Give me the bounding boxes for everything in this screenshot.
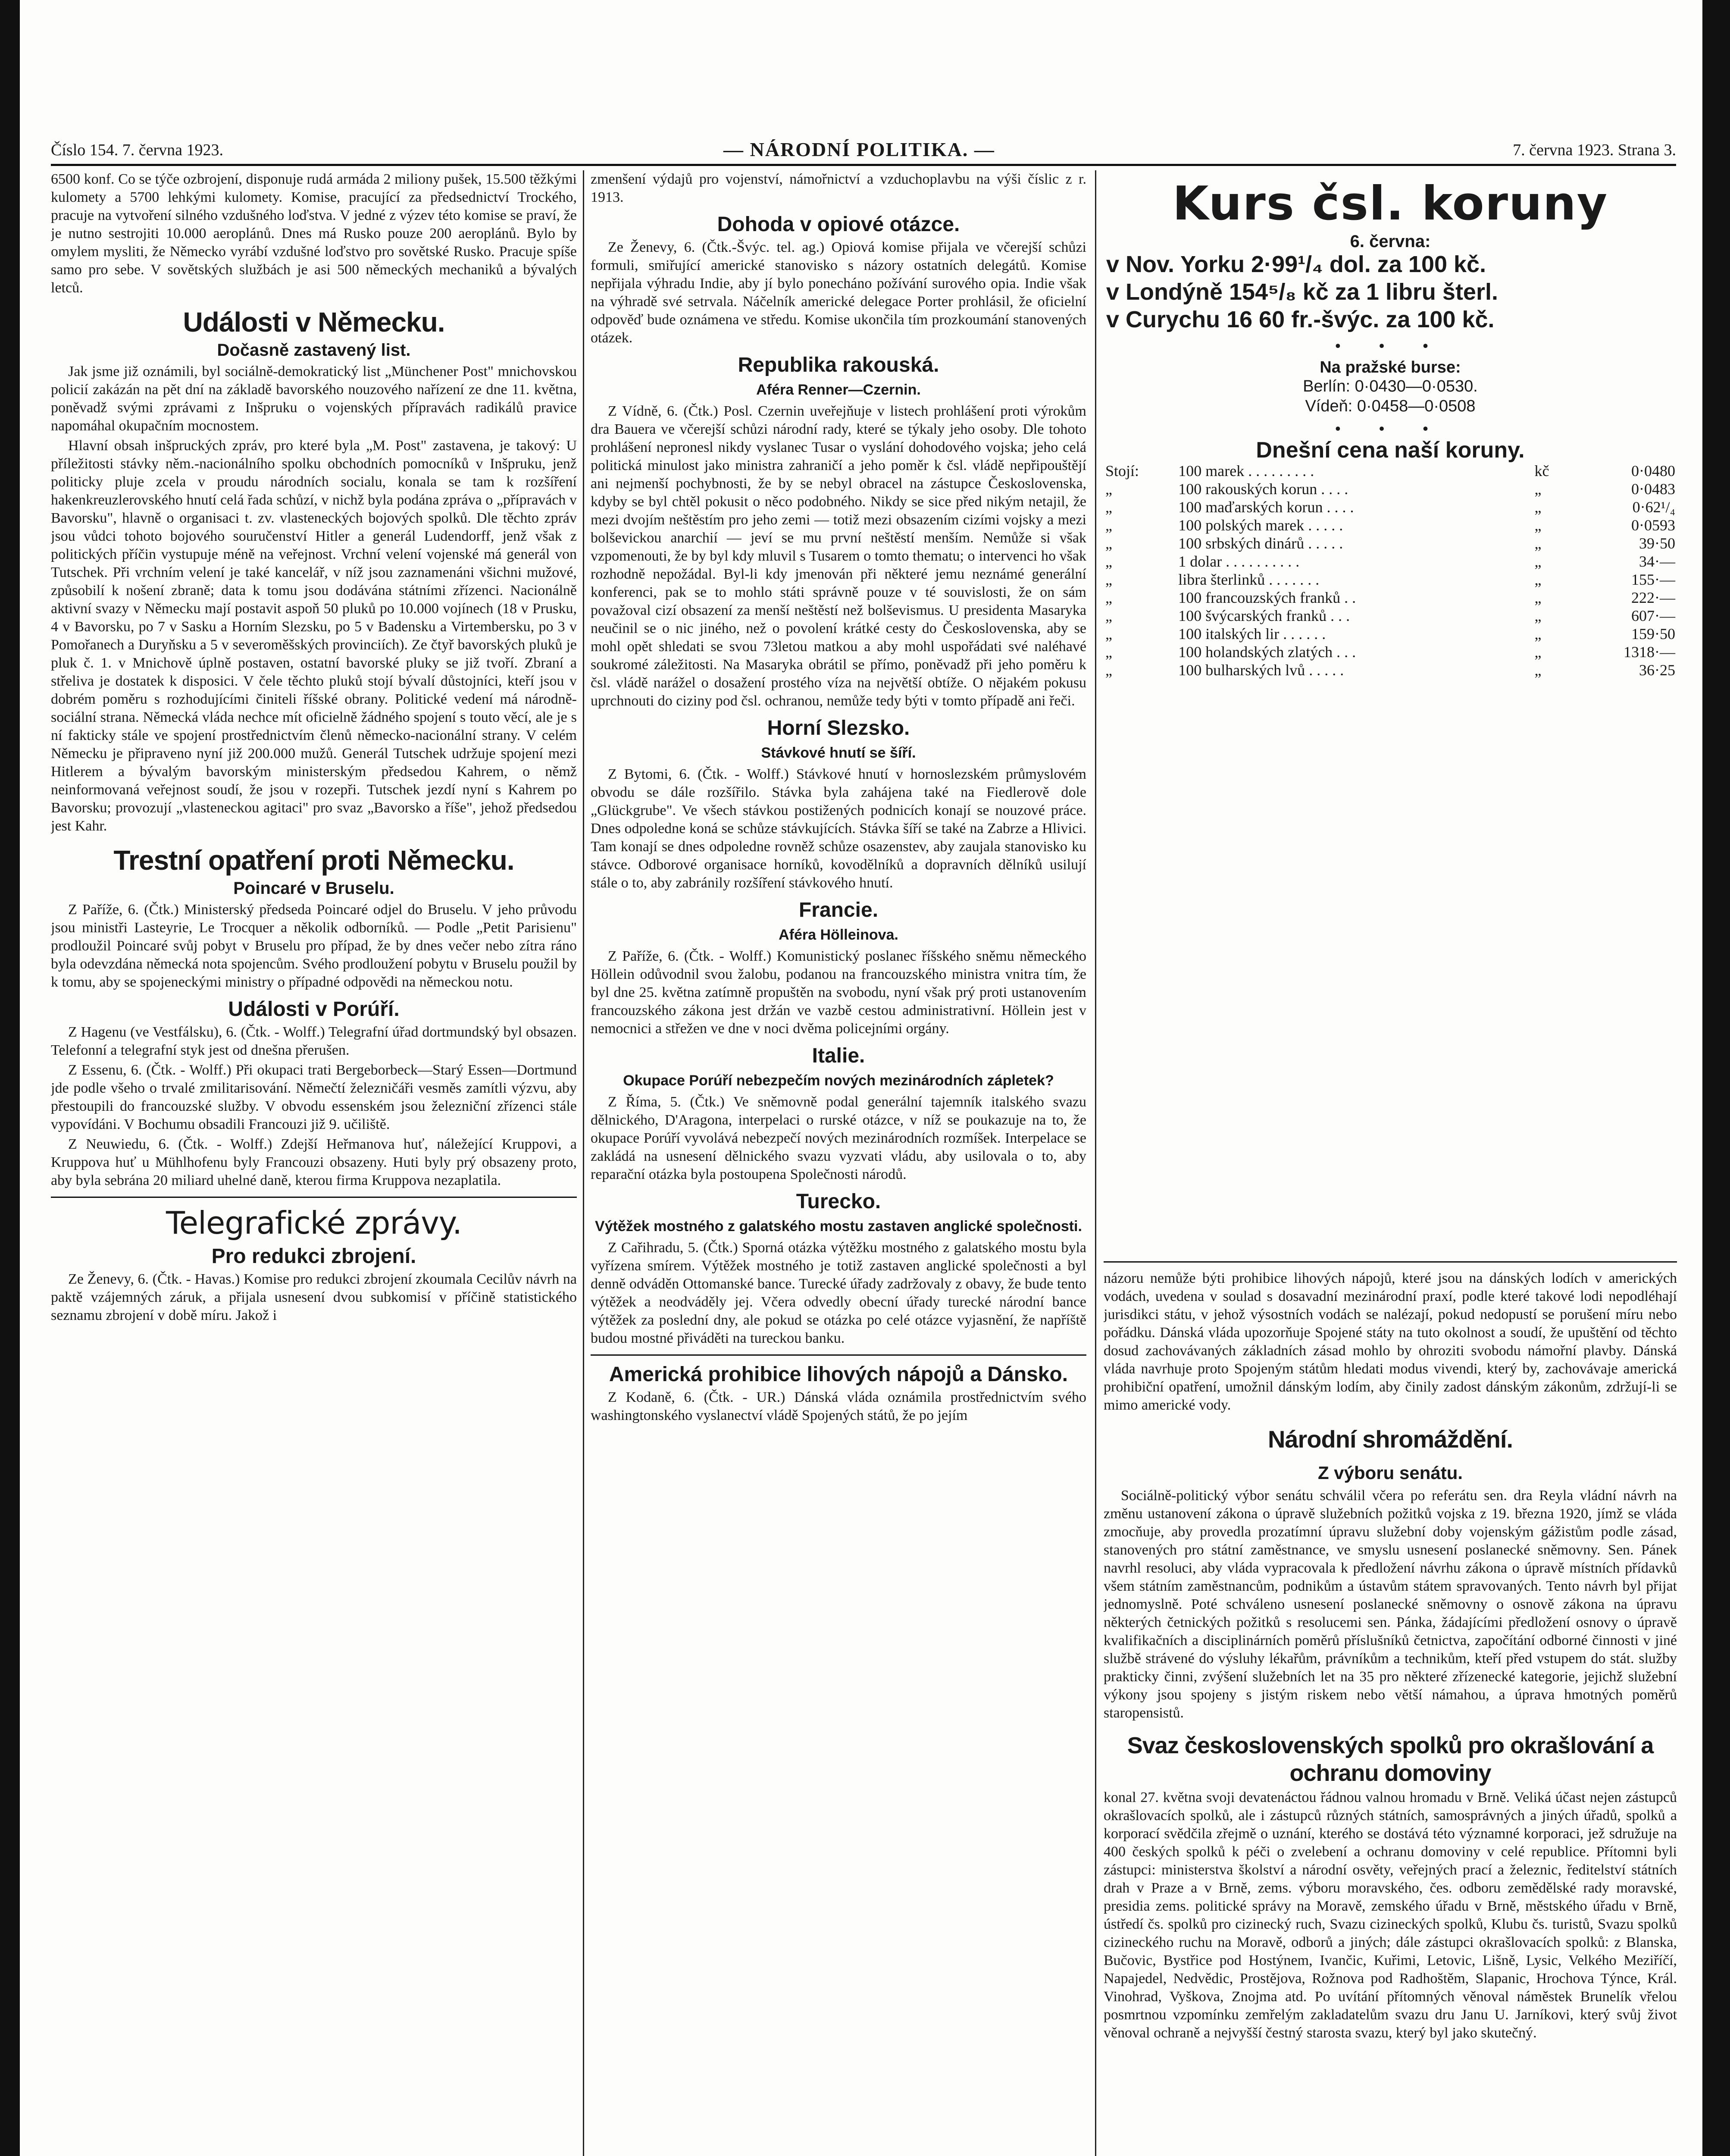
article-heading: Americká prohibice lihových nápojů a Dánsko. xyxy=(609,1363,1068,1386)
article-paragraph: Z Kodaně, 6. (Čtk. - UR.) Dánská vláda oznámila prostřednictvím svého washingtonského vyslanectví vládě Spojených států, že po jejím xyxy=(591,1389,1086,1423)
currency-date: 6. června: xyxy=(1350,232,1431,251)
price-label: 100 francouzských franků . . xyxy=(1178,589,1356,606)
price-label: 100 srbských dinárů . . . . . xyxy=(1178,535,1343,552)
price-label: 1 dolar . . . . . . . . . . xyxy=(1178,553,1300,570)
price-label: 100 maďarských korun . . . . xyxy=(1178,498,1354,516)
article-paragraph: Z Hagenu (ve Vestfálsku), 6. (Čtk. - Wolff.) Telegrafní úřad dortmundský byl obsazen. Telefonní a telegrafní styk jest od dnešna přerušen. xyxy=(51,1024,577,1058)
article-paragraph: Z Bytomi, 6. (Čtk. - Wolff.) Stávkové hnutí v hornoslezském průmyslovém obvodu se dále rozšířilo. Stávka byla zahájena také na Fiedlerově dole „Glückgrube". Ve všech stávkou postižených podnicích konají se nouzové práce. Dnes odpoledne koná se schůze stávkujících. Stávka šíří se také na Zabrze a Hlivici. Tam konají se dnes odpoledne rovněž schůze osazenstev, aby zaujala stanovisko ku stávce. Odborové organisace horníků, kovodělníků a dopravních dělníků usilují stále o to, aby zabránily rozšíření stávkového hnutí. xyxy=(591,766,1086,891)
price-row xyxy=(1104,570,1677,589)
article-heading: Aféra Hölleinova. xyxy=(779,927,898,943)
price-label: 100 marek . . . . . . . . . xyxy=(1178,462,1314,479)
price-row xyxy=(1104,498,1677,516)
section-heading: Události v Německu. xyxy=(183,307,445,338)
price-value: 159·50 xyxy=(1631,625,1675,642)
page-header xyxy=(51,137,1676,163)
scan-edge-right xyxy=(1702,0,1730,2156)
price-label: 100 bulharských lvů . . . . . xyxy=(1178,661,1344,679)
price-value: 607·— xyxy=(1631,607,1675,624)
price-prefix: „ xyxy=(1105,625,1112,642)
price-row xyxy=(1104,625,1677,643)
price-unit: „ xyxy=(1534,661,1542,679)
article-paragraph: Z Neuwiedu, 6. (Čtk. - Wolff.) Zdejší Heřmanova huť, náležející Kruppovi, a Kruppova huť u Mühlhofenu byly Francouzi obsazeny. Huti byly prý obsazeny proto, aby byla sebrána 20 miliard uhelné daně, kterou firma Kruppova nezaplatila. xyxy=(51,1136,577,1188)
price-prefix: „ xyxy=(1105,553,1112,570)
price-prefix: „ xyxy=(1105,498,1112,516)
section-heading: Svaz československých spolků pro okrašlování a ochranu domoviny xyxy=(1127,1733,1654,1786)
price-value: 36·25 xyxy=(1639,661,1675,679)
price-row xyxy=(1104,462,1677,480)
price-row xyxy=(1104,589,1677,607)
column-rule-2 xyxy=(1095,170,1096,2156)
article-paragraph: Hlavní obsah inšpruckých zpráv, pro které byla „M. Post" zastavena, je takový: U příležitosti stávky něm.-nacionálního spolku obchodních pomocníků v Inšpruku, jenž politicky pluje zcela v proudu národních socialu, konala se tam k rozšíření hakenkreuzlerovského hnutí celá řada schůzí, v nichž byla podána zpráva o „přípravách v Bavorsku", hlavně o organisaci t. zv. vlasteneckých bojových spolků. Dle těchto zpráv jsou vůdci tohoto bojového souručenství Hitler a generál Ludendorff, jenž však z politických příčin vystupuje méně na veřejnost. Vrchní velení vojenské má generál von Tutschek. Při vrchním velení je také kancelář, v níž jsou zaznamenáni všichni mužové, způsobilí k nošení zbraně; data k tomu jsou dodávána státními zřízenci. Nacionálně aktivní svazy v Německu mají postavit aspoň 50 pluků po 10.000 vojínech (18 v Prusku, 4 v Bavorsku, po 7 v Sasku a Horním Slezsku, po 5 v Badensku a Virtembersku, po 3 v Pomořanech a Duryňsku a 5 v severoměšských provinciích). Ze čtyř bavorských pluků je pluk č. 1. v Mnichově úplně postaven, ostatní bavorské pluky se již tvoří. Zbraní a střeliva je dostatek k disposici. V čele těchto pluků stojí bývalí důstojníci, kteří jsou v dobrém poměru s rozhodujícími činiteli říšské obrany. Politické vedení má národně-sociální strana. Německá vláda nechce mít oficielně žádného spojení s touto věcí, ale je s ní fakticky stále ve spojení prostřednictvím členů německo-nacionální strany. V celém Německu je připraveno nyní již 200.000 mužů. Generál Tutschek udržuje spojení mezi Hitlerem a bývalým bavorským ministerským předsedou Kahrem, o němž neinformovaná veřejnost soudí, že jsou v rozepři. Tutschek jezdí nyní s Kahrem po Bavorsku; provozují „vlasteneckou agitaci" pro svaz „Bavorsko a říše", jehož předsedou jest Kahr. xyxy=(51,438,577,834)
article-paragraph: Z Paříže, 6. (Čtk. - Wolff.) Komunistický poslanec říšského sněmu německého Höllein odůvodnil svou žalobu, podanou na francouzského ministra vnitra tím, že byl dne 25. května zatímně propuštěn na svobodu, nyní však prý proti ustanovením francouzského zákona jest držán ve vazbě cestou administrativní. Höllein jest v nemocnici a střežen ve dne v noci dvěma policejními orgány. xyxy=(591,948,1086,1037)
price-row xyxy=(1104,516,1677,534)
price-heading: Dnešní cena naší koruny. xyxy=(1256,438,1525,463)
price-label: 100 rakouských korun . . . . xyxy=(1178,480,1348,498)
price-label: 100 polských marek . . . . . xyxy=(1178,517,1343,534)
price-value: 155·— xyxy=(1631,571,1675,588)
header-issue: Číslo 154. 7. června 1923. xyxy=(51,141,224,159)
price-row xyxy=(1104,480,1677,498)
currency-title: Kurs čsl. koruny xyxy=(1172,177,1608,231)
section-rule xyxy=(51,1197,577,1198)
section-rule xyxy=(591,1354,1086,1356)
section-heading: Horní Slezsko. xyxy=(767,717,910,740)
article-heading: Dohoda v opiové otázce. xyxy=(717,213,960,236)
burse-berlin: Berlín: 0·0430—0·0530. xyxy=(1303,377,1478,395)
article-continuation: zmenšení výdajů pro vojenství, námořnictví a vzduchoplavbu na výši číslic z r. 1913. xyxy=(591,171,1086,205)
article-paragraph: Ze Ženevy, 6. (Čtk. - Havas.) Komise pro redukci zbrojení zkoumala Cecilův návrh na paktě vzájemných záruk, a přijala usnesení dvou subkomisí v příčině statistického seznamu zbrojení v době míru. Jakož i xyxy=(51,1271,577,1323)
header-masthead: — NÁRODNÍ POLITIKA. — xyxy=(723,138,995,160)
price-value: 0·62¹/₄ xyxy=(1632,498,1675,516)
scan-edge-left xyxy=(0,0,20,2156)
section-heading: Telegrafické zprávy. xyxy=(166,1205,462,1241)
section-heading: Republika rakouská. xyxy=(738,354,939,376)
price-label: 100 italských lir . . . . . . xyxy=(1178,625,1326,642)
article-heading: Události v Porúří. xyxy=(228,998,400,1021)
article-paragraph: Jak jsme již oznámili, byl sociálně-demokratický list „Münchener Post" mnichovskou policií zakázán na pět dní na základě bavorského nouzového nařízení ze dne 11. května, poněvadž svými zprávami z Inšpruku o vojenských přípravách radikálů pravice napomáhal okupačním mocnostem. xyxy=(51,364,577,434)
article-continuation: názoru nemůže býti prohibice lihových nápojů, které jsou na dánských lodích v amerických vodách, uvedena v soulad s dosavadní mezinárodní praxí, podle které takové lodi nepodléhají jurisdikci státu, v jehož výsostních vodách se nalézají, pokud nedopustí se porušení míru nebo pořádku. Dánská vláda upozorňuje Spojené státy na tuto okolnost a soudí, že upuštění od těchto dosud zachovávaných základních zásad mohlo by ohroziti svobodu námořní plavby. Dánská vláda navrhuje proto Spojeným státům hledati modus vivendi, který by, zachovávaje americká prohibiční opatření, umožnil dánským lodím, aby činily zadost dánským zákonům, zdržují-li se mimo americké vody. xyxy=(1104,1270,1677,1413)
price-unit: kč xyxy=(1534,462,1549,479)
price-unit: „ xyxy=(1534,480,1542,498)
section-heading: Francie. xyxy=(798,899,879,921)
rate-zurich: v Curychu 16 60 fr.-švýc. za 100 kč. xyxy=(1106,307,1495,332)
article-heading: Stávkové hnutí se šíří. xyxy=(761,745,916,761)
separator-dots: • • • xyxy=(1335,420,1445,437)
price-prefix: Stojí: xyxy=(1105,462,1139,479)
price-label: 100 švýcarských franků . . . xyxy=(1178,607,1350,624)
article-continuation: 6500 konf. Co se týče ozbrojení, disponuje rudá armáda 2 miliony pušek, 15.500 těžkými kulomety a 5700 lehkými kulomety. Komise, pracující za předsednictví Trockého, pracuje na vytvoření silného vzdušného loďstva. V jedné z výzev této komise se praví, že je nutno sestrojiti 10.000 aeroplánů. Dnes má Rusko pouze 200 aeroplánů. Bylo by omylem mysliti, že Německo vyrábí vzdušné loďstvo pro sovětské Rusko. Pracuje spíše samo pro sebe. V sovětských službách je asi 500 německých mechaniků a bývalých letců. xyxy=(51,171,577,296)
rate-new-york: v Nov. Yorku 2·99¹/₄ dol. za 100 kč. xyxy=(1106,251,1486,277)
price-value: 34·— xyxy=(1639,553,1675,570)
article-paragraph: Z Paříže, 6. (Čtk.) Ministerský předseda Poincaré odjel do Bruselu. V jeho průvodu jsou ministři Lasteyrie, Le Trocquer a několik odborníků. — Podle „Petit Parisienu" prodloužil Poincaré svůj pobyt v Bruselu pro případ, že by dnes večer nebo zítra ráno byla odevzdána německá nota spojencům. Svého prodloužení pobytu v Bruselu použil by k tomu, aby se spojeneckými ministry o případné odpovědi na německou notu. xyxy=(51,902,577,990)
article-paragraph: Z Vídně, 6. (Čtk.) Posl. Czernin uveřejňuje v listech prohlášení proti výrokům dra Bauera ve včerejší schůzi národní rady, které se týkaly jeho osoby. Dle tohoto prohlášení nepronesl nikdy vyslanec Tusar o vyslání dohodového vojska; jeho celá politická minulost jako ministra zahraničí a jeho poměr k čsl. vládě nepřipouštějí ani nejmenší pochybnosti, že by se nebyl obracel na zástupce Československa, kdyby se byl chtěl pokusit o něco podobného. Nikdy se sice před nikým netajil, že mezi dvojím neštěstím pro jeho zemi — totiž mezi obsazením cizími vojsky a mezi bolševickou anarchií — jeví se mu první neštěstí menším. Nemůže si však vzpomenouti, že by byl kdy mluvil s Tusarem o tomto thematu; o intervenci ho však rozhodně nepožádal. Byl-li kdy jmenován při některé jemu neznámé generální konferenci, pak se to mohlo státi správně pouze v té souvislosti, že on sám považoval cizí obsazení za menší neštěstí než bolševismus. U presidenta Masaryka neučinil se o nic jiného, než o povolení krátké cesty do Československa, aby se mohl opět shledati se svou 73letou matkou a aby mohl uspořádati své naléhavé soukromé záležitosti. Na Masaryka obrátil se přímo, poněvadž při jeho poměru k čsl. vládě narážel o dosažení prostého víza na největší obtíže. O nějakém pokusu uprchnouti do ciziny pod čsl. ochranou, nemůže tedy býti v tomto případě ani řeči. xyxy=(591,403,1086,709)
price-prefix: „ xyxy=(1105,661,1112,679)
price-prefix: „ xyxy=(1105,589,1112,606)
article-heading: Poincaré v Bruselu. xyxy=(233,879,394,898)
burse-heading: Na pražské burse: xyxy=(1320,358,1461,376)
price-value: 39·50 xyxy=(1639,535,1675,552)
price-prefix: „ xyxy=(1105,517,1112,534)
price-unit: „ xyxy=(1534,625,1542,642)
price-row xyxy=(1104,607,1677,625)
article-heading: Výtěžek mostného z galatského mostu zastaven anglické společnosti. xyxy=(595,1218,1082,1235)
price-label: libra šterlinků . . . . . . . xyxy=(1178,571,1320,588)
price-unit: „ xyxy=(1534,517,1542,534)
price-table xyxy=(1104,462,1677,679)
price-prefix: „ xyxy=(1105,535,1112,552)
article-heading: Pro redukci zbrojení. xyxy=(211,1245,416,1268)
article-paragraph: Z Říma, 5. (Čtk.) Ve sněmovně podal generální tajemník italského svazu dělnického, D'Aragona, interpelaci o rurské otázce, v níž se poukazuje na to, že okupace Porúří vyvolává nebezpečí nových mezinárodních rozmíšek. Interpelace se zakládá na usnesení dělnického svazu vyzvati vládu, aby usilovala o to, aby reparační otázka byla postoupena Společnosti národů. xyxy=(591,1094,1086,1182)
price-unit: „ xyxy=(1534,571,1542,588)
article-paragraph: Sociálně-politický výbor senátu schválil včera po referátu sen. dra Reyla vládní návrh na změnu ustanovení zákona o úpravě služebních požitků vojska z 19. března 1920, jímž se vláda zmocňuje, aby provedla prozatímní úpravu služební doby vojenským gážistům podle zásad, stanovených pro státní zaměstnance, ve smyslu usnesení poslanecké sněmovny. Sen. Pánek navrhl resoluci, aby vláda vypracovala k předložení návrhu zákona o úpravě místních přídavků všem státním zaměstnancům, podnikům a ústavům státem spravovaných. Tento návrh byl přijat jednomyslně. Poté schváleno usnesení poslanecké sněmovny o osnově zákona na úpravu některých četnických požitků s resolucemi sen. Pánka, žádajícími předložení osnovy o úpravě kvalifikačních a disciplinárních poměrů příslušníků četnictva, započítání odborné činnosti v jiné službě strávené do výsluhy lékařům, právníkům a technikům, kteří před vstupem do stát. služby prakticky činni, zvýšení služebních let na 35 pro některé zřízenecké kategorie, jejichž služební výkony jsou spojeny s jistým riskem nebo větší námahou, a úprava hmotných poměrů staropensistů. xyxy=(1104,1488,1677,1721)
section-heading: Turecko. xyxy=(796,1190,881,1213)
price-value: 0·0593 xyxy=(1631,517,1675,534)
article-heading: Okupace Porúří nebezpečím nových mezinárodních zápletek? xyxy=(623,1072,1054,1089)
rate-london: v Londýně 154⁵/₈ kč za 1 libru šterl. xyxy=(1106,279,1498,305)
price-unit: „ xyxy=(1534,535,1542,552)
price-row xyxy=(1104,661,1677,679)
price-row xyxy=(1104,552,1677,570)
header-rule xyxy=(51,164,1676,166)
article-heading: Aféra Renner—Czernin. xyxy=(756,382,921,398)
section-heading: Italie. xyxy=(812,1044,865,1067)
price-unit: „ xyxy=(1534,498,1542,516)
price-value: 0·0483 xyxy=(1631,480,1675,498)
price-unit: „ xyxy=(1534,553,1542,570)
price-row xyxy=(1104,534,1677,552)
price-unit: „ xyxy=(1534,589,1542,606)
column-3 xyxy=(1104,1261,1677,2156)
column-1 xyxy=(51,170,577,2156)
column-2 xyxy=(591,170,1086,2156)
article-paragraph: Ze Ženevy, 6. (Čtk.-Švýc. tel. ag.) Opiová komise přijala ve včerejší schůzi formuli, smiřující americké stanovisko s názory ostatních delegátů. Komise nepřijala výhradu Indie, aby jí bylo ponecháno požívání surového opia. Indie však na výhradě své setrvala. Náčelník americké delegace Porter prohlásil, že oficielní odpověď bude oznámena ve středu. Komise ukončila tím prozkoumání stanovených otázek. xyxy=(591,239,1086,346)
header-page: 7. června 1923. Strana 3. xyxy=(1513,141,1676,159)
article-heading: Z výboru senátu. xyxy=(1317,1463,1463,1483)
price-prefix: „ xyxy=(1105,571,1112,588)
article-paragraph: Z Cařihradu, 5. (Čtk.) Sporná otázka výtěžku mostného z galatského mostu byla vyřízena smírem. Výtěžek mostného je totiž zastaven anglické společnosti a byl denně odváděn Ottomanské bance. Turecké úřady zadržovaly z obavy, že bude tento výtěžek a neodváděly jej. Včera odvedly obecní úřady turecké národní bance výtěžek za poslední dny, ale pokud se otázka po celé otázce vyjasnění, že napříště budou mostné přiváděti na tureckou banku. xyxy=(591,1240,1086,1346)
price-prefix: „ xyxy=(1105,643,1112,661)
price-unit: „ xyxy=(1534,643,1542,661)
currency-box xyxy=(1104,170,1677,1261)
column-rule-1 xyxy=(583,170,584,2156)
article-paragraph: Z Essenu, 6. (Čtk. - Wolff.) Při okupaci trati Bergeborbeck—Starý Essen—Dortmund jde podle všeho o trvalé zmilitarisování. Němečtí železničáři vesměs zamítli výzvu, aby přestoupili do francouzské služby. V obvodu essenském jsou železniční zřízenci stále vypovídáni. V Bochumu obsadili Francouzi již 9. učiliště. xyxy=(51,1062,577,1132)
price-row xyxy=(1104,643,1677,661)
price-value: 1318·— xyxy=(1624,643,1675,661)
burse-vienna: Vídeň: 0·0458—0·0508 xyxy=(1305,397,1476,415)
price-unit: „ xyxy=(1534,607,1542,624)
article-paragraph: konal 27. května svoji devatenáctou řádnou valnou hromadu v Brně. Veliká účast nejen zástupců okrašlovacích spolků, ale i zástupců různých státních, samosprávných a jiných úřadů, spolků a korporací svědčila zřejmě o uznání, kterého se dostává této významné korporaci, jež sdružuje na 400 českých spolků k péči o zvelebení a ochranu domoviny v celé republice. Přítomni byli zástupci: ministerstva školství a národní osvěty, veřejných prací a železnic, ředitelství státních drah v Praze a v Brně, zems. výboru moravského, čes. odboru zemědělské rady moravské, presidia zems. politické správy na Moravě, zemského úřadu v Brně, městského úřadu v Brně, ústředí čs. spolků pro cizinecký ruch, Svazu cizineckých spolků, Klubu čs. turistů, Svazu spolků cizineckého ruchu na Moravě, odborů a jiných; dále zástupci okrašlovacích spolků: z Blanska, Bučovic, Bystřice pod Hostýnem, Ivančic, Kuřimi, Letovic, Lišně, Lysic, Velkého Meziříčí, Napajedel, Nedvědic, Prostějova, Rožnova pod Radhoštěm, Slapanic, Hrochova Týnce, Král. Vinohrad, Vyškova, Znojma atd. Po uvítání přítomných věnoval náměstek Brunelík vřelou posmrtnou vzpomínku zemřelým zakladatelům svazu dru Janu U. Jarníkovi, který svůj život věnoval ochraně a nejvyšší čestný starosta svazu, který byl jako skutečný. xyxy=(1104,1789,1677,2041)
article-heading: Dočasně zastavený list. xyxy=(217,341,411,360)
separator-dots: • • • xyxy=(1335,337,1445,354)
price-value: 222·— xyxy=(1631,589,1675,606)
price-label: 100 holandských zlatých . . . xyxy=(1178,643,1356,661)
price-value: 0·0480 xyxy=(1631,462,1675,479)
section-heading: Národní shromáždění. xyxy=(1267,1426,1513,1453)
section-rule xyxy=(1104,1261,1677,1263)
section-heading: Trestní opatření proti Německu. xyxy=(113,845,514,876)
price-prefix: „ xyxy=(1105,607,1112,624)
price-prefix: „ xyxy=(1105,480,1112,498)
